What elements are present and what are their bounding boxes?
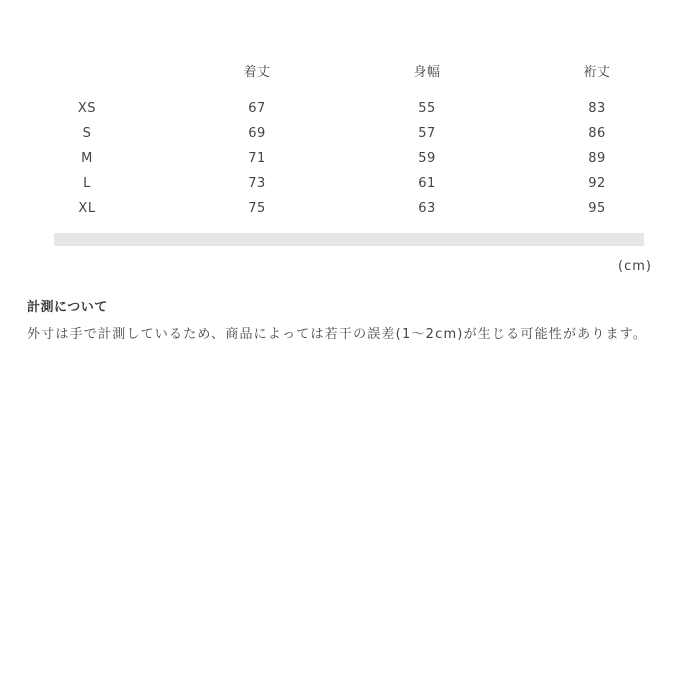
cell-length: 73 [248, 176, 266, 191]
cell-size: XL [78, 201, 96, 216]
cell-width: 55 [418, 101, 436, 116]
cell-sleeve: 89 [588, 151, 606, 166]
cell-size: L [83, 176, 91, 191]
cell-length: 69 [248, 126, 266, 141]
cell-size: XS [77, 101, 97, 116]
cell-length: 71 [248, 151, 266, 166]
cell-width: 63 [418, 201, 436, 216]
cell-length: 75 [248, 201, 266, 216]
cell-size: M [81, 151, 93, 166]
cell-sleeve: 86 [588, 126, 606, 141]
cell-sleeve: 95 [588, 201, 606, 216]
cell-sleeve: 92 [588, 176, 606, 191]
cell-width: 59 [418, 151, 436, 166]
table-row [2, 171, 680, 196]
table-row [2, 196, 680, 221]
horizontal-scrollbar[interactable] [54, 233, 644, 246]
note-body: 外寸は手で計測しているため、商品によっては若干の誤差(1〜2cm)が生じる可能性があります。 [27, 327, 648, 342]
header-length: 着丈 [243, 64, 271, 80]
cell-length: 67 [248, 101, 266, 116]
table-header-row [2, 58, 680, 82]
size-table [2, 58, 680, 221]
header-width: 身幅 [413, 64, 441, 80]
cell-size: S [82, 126, 92, 141]
table-row [2, 121, 680, 146]
note-title: 計測について [27, 300, 108, 315]
header-sleeve: 裄丈 [583, 64, 611, 80]
cell-width: 57 [418, 126, 436, 141]
cell-sleeve: 83 [588, 101, 606, 116]
header-size [2, 58, 172, 82]
table-row [2, 96, 680, 121]
table-row [2, 146, 680, 171]
unit-label: (cm) [618, 259, 652, 274]
cell-width: 61 [418, 176, 436, 191]
